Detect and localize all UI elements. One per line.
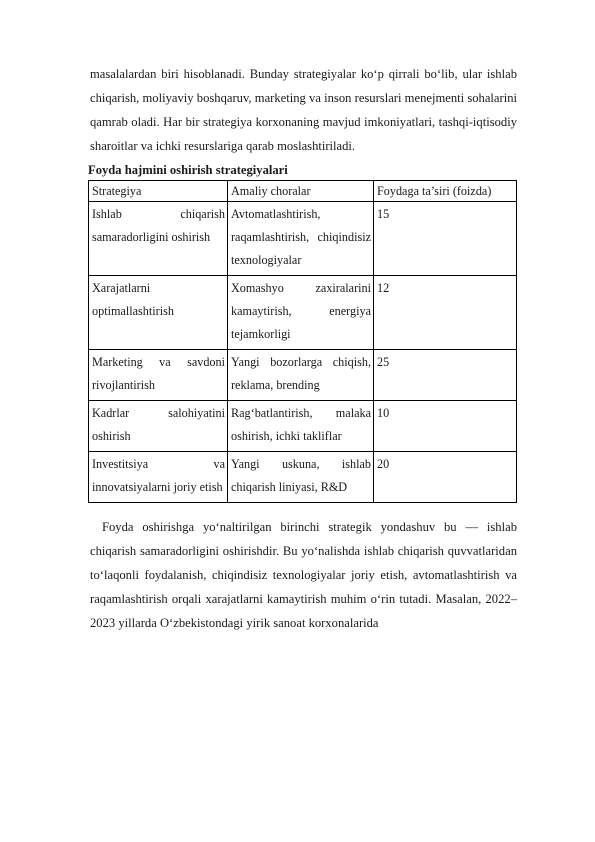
cell-strategy: Investitsiya va innovatsiyalarni joriy etish bbox=[89, 452, 228, 503]
cell-impact: 25 bbox=[374, 350, 517, 401]
table-row bbox=[89, 401, 517, 452]
intro-paragraph: masalalardan biri hisoblanadi. Bunday strategiyalar ko‘p qirrali bo‘lib, ular ishlab chiqarish, moliyaviy boshqaruv, marketing va inson resurslari menejmenti sohalarini qamrab oladi. Har bir strategiya korxonaning mavjud imkoniyatlari, tashqi-iqtisodiy sharoitlar va ichki resurslariga qarab moslashtiriladi. bbox=[90, 67, 517, 153]
table-row bbox=[89, 452, 517, 503]
table-row bbox=[89, 350, 517, 401]
cell-measures: Rag‘batlantirish, malaka oshirish, ichki takliflar bbox=[228, 401, 374, 452]
strategies-table bbox=[88, 180, 517, 503]
table-row bbox=[89, 202, 517, 276]
document-page bbox=[90, 62, 517, 635]
table-row bbox=[89, 276, 517, 350]
cell-measures: Yangi uskuna, ishlab chiqarish liniyasi, R&D bbox=[228, 452, 374, 503]
cell-strategy: Ishlab chiqarish samaradorligini oshirish bbox=[89, 202, 228, 276]
table-title: Foyda hajmini oshirish strategiyalari bbox=[88, 163, 288, 177]
header-measures: Amaliy choralar bbox=[228, 181, 374, 202]
cell-strategy: Xarajatlarni optimallashtirish bbox=[89, 276, 228, 350]
table-header-row bbox=[89, 181, 517, 202]
header-strategy: Strategiya bbox=[89, 181, 228, 202]
cell-measures: Avtomatlashtirish, raqamlashtirish, chiqindisiz texnologiyalar bbox=[228, 202, 374, 276]
cell-impact: 20 bbox=[374, 452, 517, 503]
cell-impact: 12 bbox=[374, 276, 517, 350]
cell-strategy: Kadrlar salohiyatini oshirish bbox=[89, 401, 228, 452]
cell-impact: 10 bbox=[374, 401, 517, 452]
cell-strategy: Marketing va savdoni rivojlantirish bbox=[89, 350, 228, 401]
cell-impact: 15 bbox=[374, 202, 517, 276]
body-paragraph: Foyda oshirishga yo‘naltirilgan birinchi strategik yondashuv bu — ishlab chiqarish samaradorligini oshirishdir. Bu yo‘nalishda ishlab chiqarish quvvatlaridan to‘laqonli foydalanish, chiqindisiz texnologiyalar joriy etish, avtomatlashtirish va raqamlashtirish orqali xarajatlarni kamaytirish muhim o‘rin tutadi. Masalan, 2022–2023 yillarda O‘zbekistondagi yirik sanoat korxonalarida bbox=[90, 520, 517, 630]
cell-measures: Xomashyo zaxiralarini kamaytirish, energiya tejamkorligi bbox=[228, 276, 374, 350]
cell-measures: Yangi bozorlarga chiqish, reklama, brending bbox=[228, 350, 374, 401]
header-impact: Foydaga ta’siri (foizda) bbox=[374, 181, 517, 202]
